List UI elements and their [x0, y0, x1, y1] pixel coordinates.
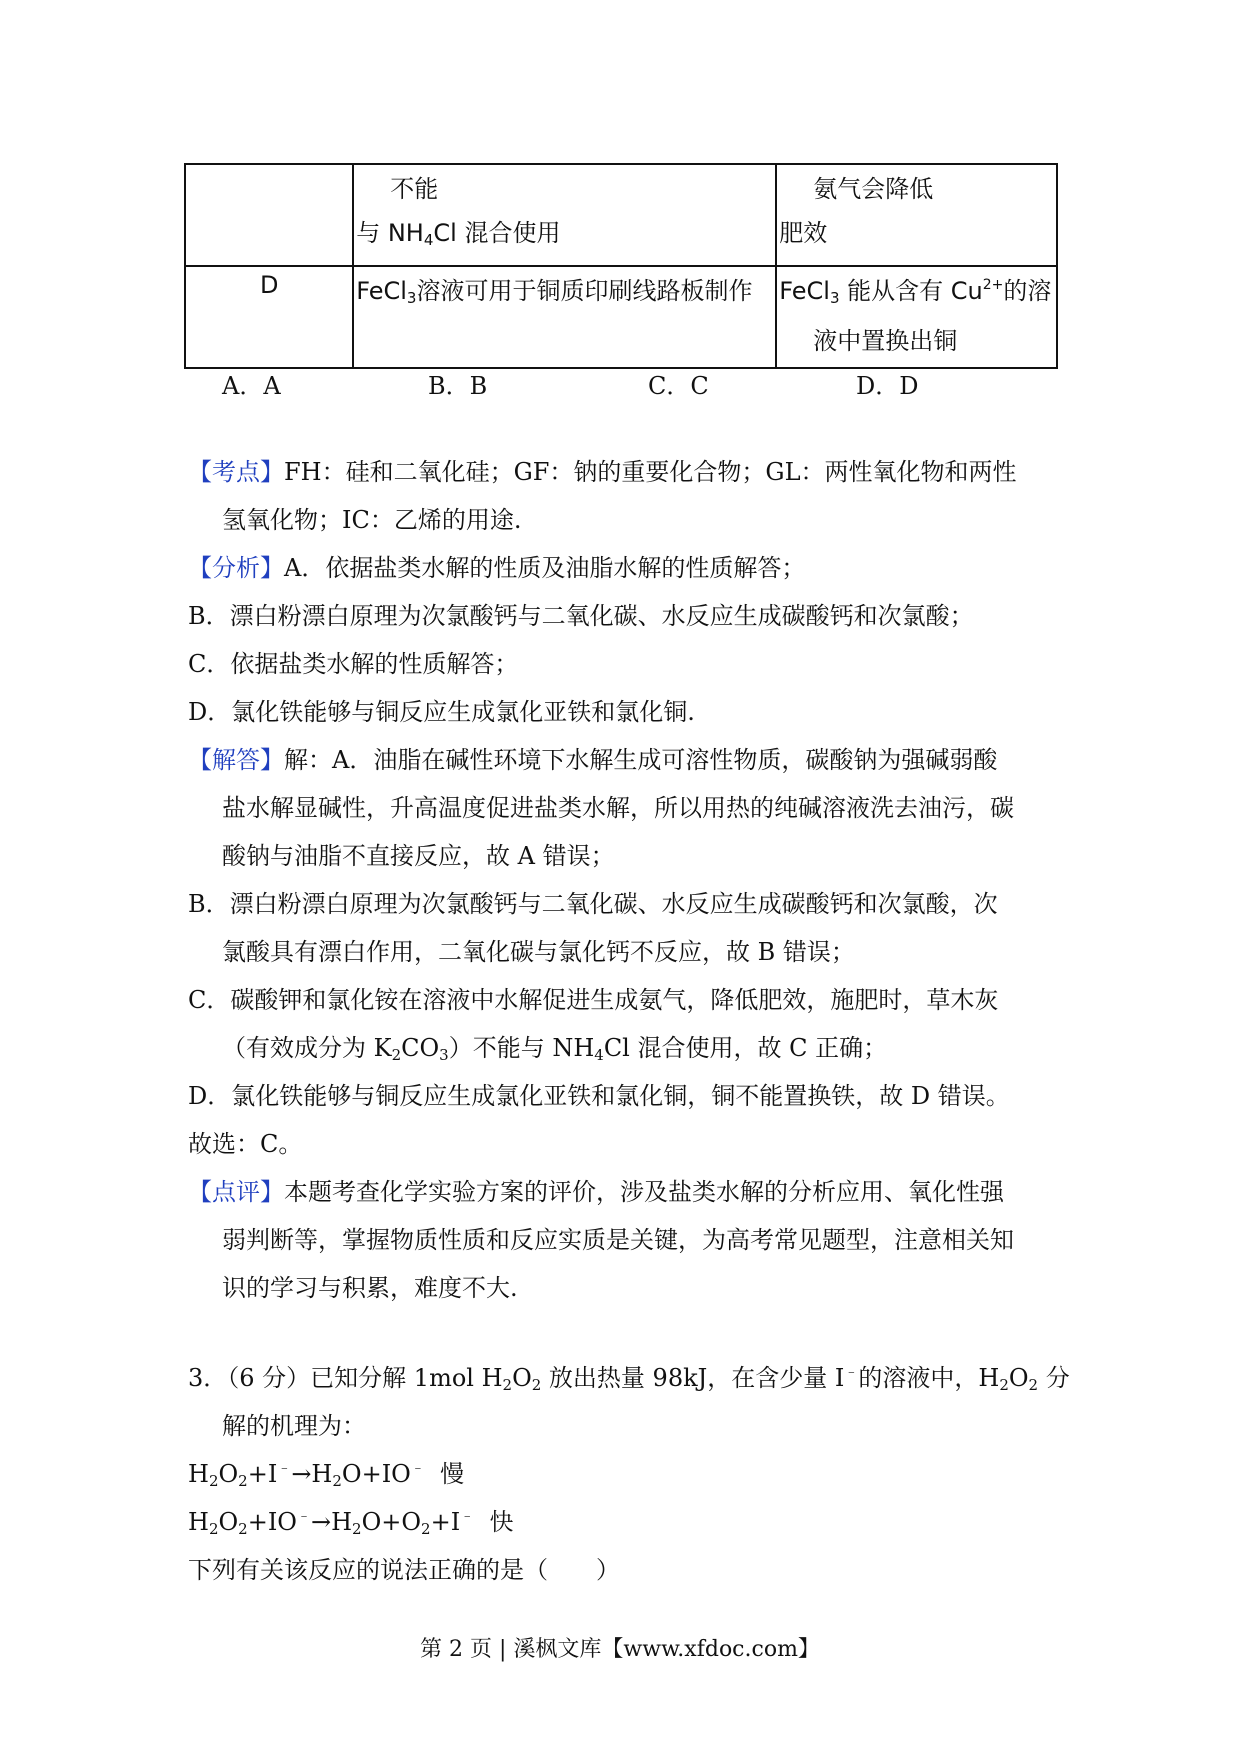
cell-text: 液中置换出铜 [813, 327, 958, 355]
cell-text: 氨气会降低 [813, 175, 934, 203]
kaodian-line: 氢氧化物；IC：乙烯的用途. [222, 506, 522, 534]
question-3-stem: 3．（6 分）已知分解 1mol $H_2O_2$ 放出热量 98kJ，在含少量 I﹣的溶液中，$H_2O_2$ 分 [188, 1364, 1070, 1394]
fenxi-line: C．依据盐类水解的性质解答； [188, 650, 519, 678]
fenxi-line: 【分析】A．依据盐类水解的性质及油脂水解的性质解答； [188, 554, 806, 582]
kaodian-line: 【考点】FH：硅和二氧化硅；GF：钠的重要化合物；GL：两性氧化物和两性 [188, 458, 1017, 486]
table-row [185, 266, 1057, 368]
kaodian-tag: 【考点】 [188, 458, 284, 486]
dianping-line: 弱判断等，掌握物质性质和反应实质是关键，为高考常见题型，注意相关知 [222, 1226, 1014, 1254]
option-d: D．D [856, 372, 919, 400]
table-cell [185, 266, 353, 368]
jieda-line: 【解答】解：A．油脂在碱性环境下水解生成可溶性物质，碳酸钠为强碱弱酸 [188, 746, 998, 774]
option-b: B．B [428, 372, 488, 400]
cell-text: 肥效 [779, 219, 828, 247]
option-c: C．C [648, 372, 709, 400]
equation-fast: $H_2O_2+IO^﹣\to H_2O+O_2+I^﹣$ 快 [188, 1508, 514, 1538]
dianping-tag: 【点评】 [188, 1178, 284, 1206]
cell-text: 不能 [390, 175, 439, 203]
jieda-line: C．碳酸钾和氯化铵在溶液中水解促进生成氨气，降低肥效，施肥时，草木灰 [188, 986, 999, 1014]
question-3-prompt: 下列有关该反应的说法正确的是（ ） [188, 1556, 620, 1584]
cell-text: D [260, 271, 279, 299]
page-footer: 第 2 页 | 溪枫文库【www.xfdoc.com】 [420, 1637, 820, 1662]
jieda-line: 酸钠与油脂不直接反应，故 A 错误； [222, 842, 615, 870]
table-cell [185, 164, 353, 266]
table-cell [776, 164, 1057, 266]
dianping-line: 【点评】本题考查化学实验方案的评价，涉及盐类水解的分析应用、氧化性强 [188, 1178, 1004, 1206]
fenxi-line: B．漂白粉漂白原理为次氯酸钙与二氧化碳、水反应生成碳酸钙和次氯酸； [188, 602, 974, 630]
cell-text: 与 $NH_4Cl$ 混合使用 [356, 219, 561, 249]
fenxi-line: D．氯化铁能够与铜反应生成氯化亚铁和氯化铜. [188, 698, 695, 726]
jieda-tag: 【解答】 [188, 746, 284, 774]
jieda-line: 盐水解显碱性，升高温度促进盐类水解，所以用热的纯碱溶液洗去油污，碳 [222, 794, 1014, 822]
cell-text: FeCl$_3$ 能从含有 $Cu^{2+}$的溶 [779, 277, 1052, 307]
table-cell [353, 164, 776, 266]
cell-text: FeCl$_3$溶液可用于铜质印刷线路板制作 [356, 277, 753, 307]
table-cell [353, 266, 776, 368]
jieda-line: （有效成分为 $K_2CO_3$）不能与 $NH_4Cl$ 混合使用，故 C 正确； [222, 1034, 888, 1064]
jieda-line: D．氯化铁能够与铜反应生成氯化亚铁和氯化铜，铜不能置换铁，故 D 错误。 [188, 1082, 1010, 1110]
fenxi-tag: 【分析】 [188, 554, 284, 582]
table-row [185, 164, 1057, 266]
equation-slow: $H_2O_2+I^﹣\to H_2O+IO^﹣$ 慢 [188, 1460, 465, 1490]
dianping-line: 识的学习与积累，难度不大. [222, 1274, 518, 1302]
jieda-line: B．漂白粉漂白原理为次氯酸钙与二氧化碳、水反应生成碳酸钙和次氯酸，次 [188, 890, 998, 918]
jieda-answer: 故选：C。 [188, 1130, 303, 1158]
option-a: A．A [222, 372, 281, 400]
jieda-line: 氯酸具有漂白作用，二氧化碳与氯化钙不反应，故 B 错误； [222, 938, 855, 966]
table-cell [776, 266, 1057, 368]
answer-table [184, 163, 1058, 369]
question-3-stem: 解的机理为： [222, 1412, 366, 1440]
